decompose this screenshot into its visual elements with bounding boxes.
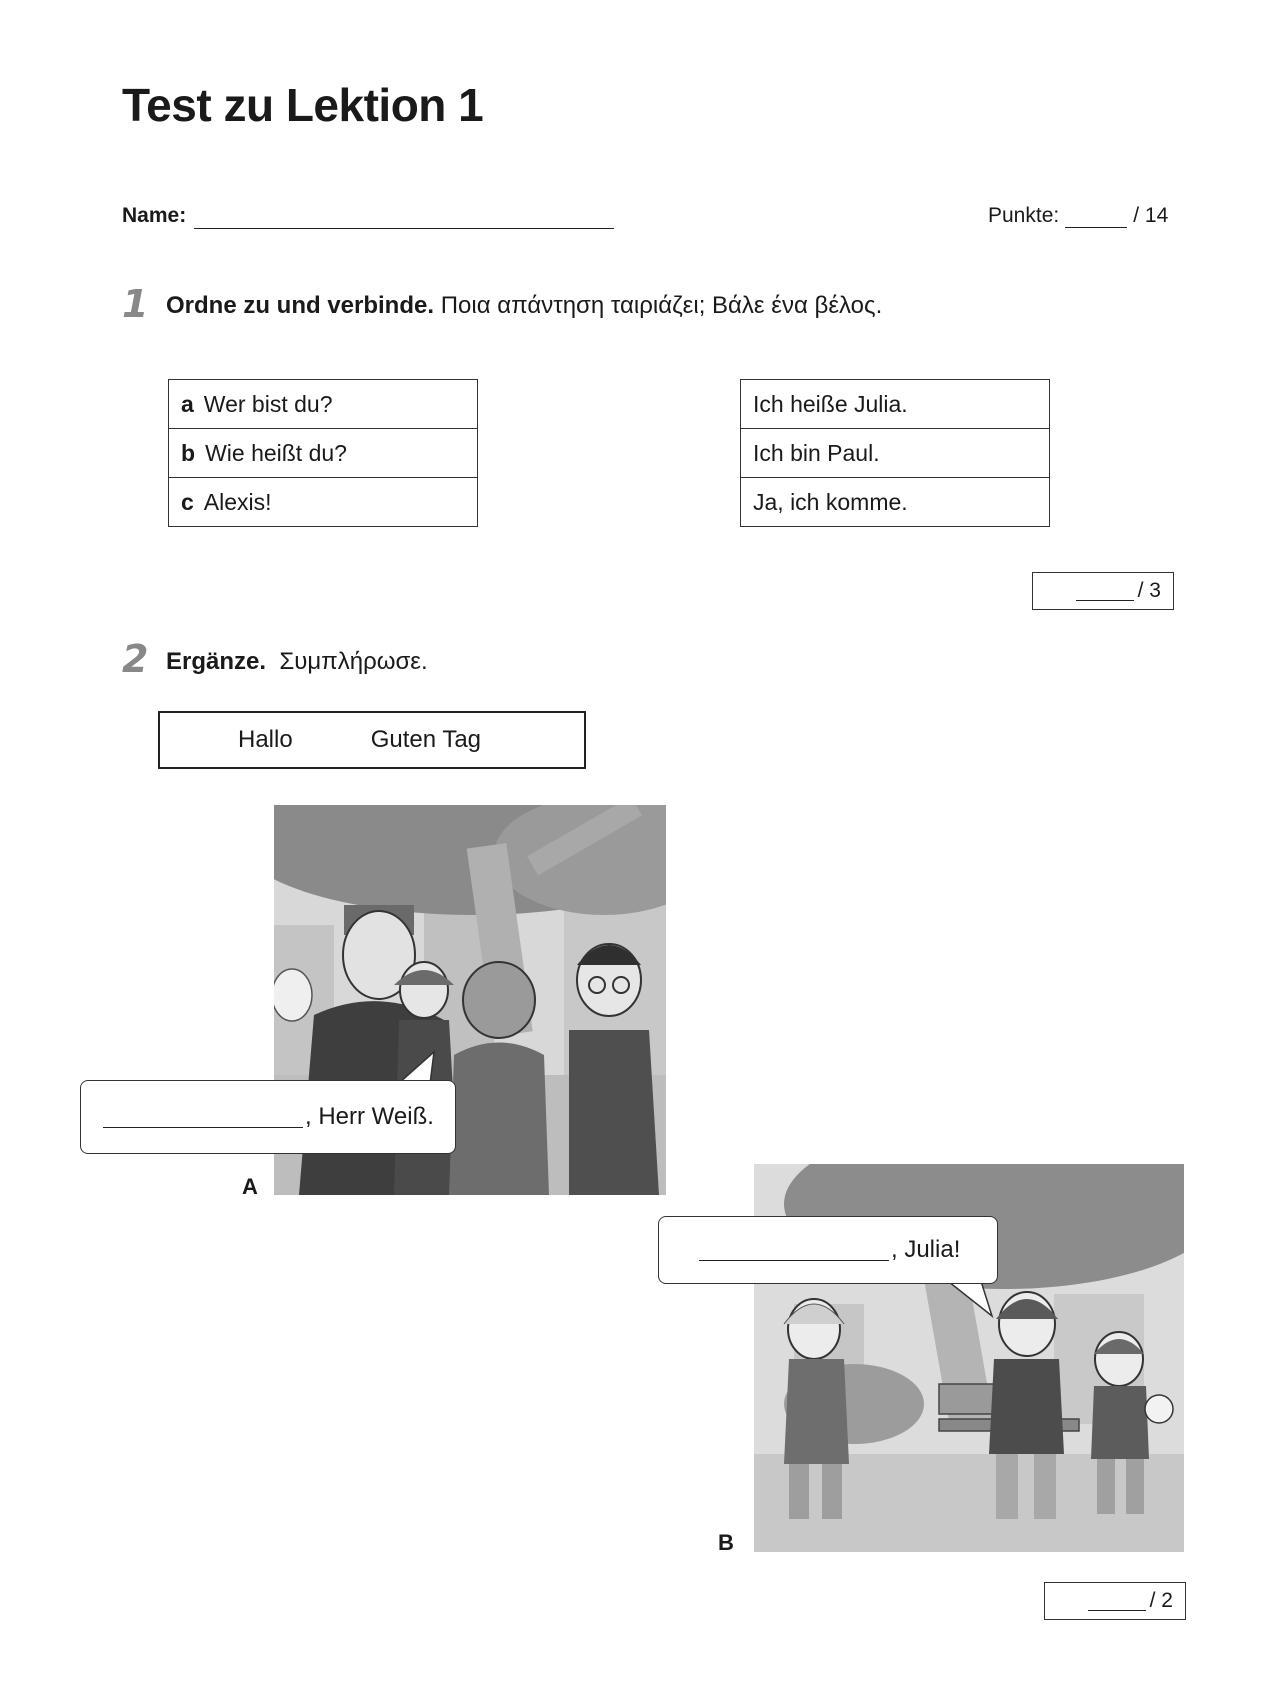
question-row[interactable] bbox=[169, 478, 478, 527]
bubble-a-text: , Herr Weiß. bbox=[305, 1103, 434, 1130]
points-blank[interactable] bbox=[1065, 209, 1127, 228]
answer-text: Ja, ich komme. bbox=[741, 478, 1050, 527]
exercise-1-score-blank[interactable] bbox=[1076, 582, 1134, 601]
illustration-a-label: A bbox=[242, 1174, 258, 1199]
question-letter: b bbox=[181, 439, 196, 466]
exercise-2-number: 2 bbox=[122, 637, 149, 681]
bubble-b-blank[interactable] bbox=[699, 1240, 889, 1261]
exercise-2-instruction bbox=[166, 648, 428, 676]
name-field[interactable] bbox=[194, 226, 614, 229]
points-total: / 14 bbox=[1133, 204, 1169, 227]
exercise-1-score-total: / 3 bbox=[1137, 579, 1161, 602]
speech-bubble-a bbox=[80, 1080, 456, 1154]
question-text: Wer bist du? bbox=[203, 390, 333, 417]
bubble-b-text: , Julia! bbox=[891, 1236, 961, 1263]
speech-bubble-b bbox=[658, 1216, 998, 1284]
exercise-1-instruction bbox=[166, 292, 882, 320]
question-row[interactable] bbox=[169, 429, 478, 478]
question-text: Alexis! bbox=[203, 488, 272, 515]
exercise-2-score-blank[interactable] bbox=[1088, 1592, 1146, 1611]
word-bank-item: Hallo bbox=[238, 726, 293, 753]
name-label: Name: bbox=[122, 204, 187, 227]
points-field bbox=[988, 204, 1168, 228]
questions-table bbox=[168, 379, 478, 527]
answer-row[interactable] bbox=[741, 380, 1050, 429]
question-letter: c bbox=[181, 488, 194, 515]
word-bank-item: Guten Tag bbox=[370, 726, 482, 753]
answer-text: Ich heiße Julia. bbox=[741, 380, 1050, 429]
question-row[interactable] bbox=[169, 380, 478, 429]
illustration-b-label: B bbox=[718, 1530, 734, 1555]
question-letter: a bbox=[181, 390, 194, 417]
exercise-2-instruction-greek: Συμπλήρωσε. bbox=[279, 648, 428, 675]
exercise-1-instruction-bold: Ordne zu und verbinde. bbox=[166, 292, 435, 319]
question-text: Wie heißt du? bbox=[205, 439, 347, 466]
exercise-2-score-box bbox=[1044, 1582, 1186, 1620]
exercise-1-score-box bbox=[1032, 572, 1174, 610]
answer-row[interactable] bbox=[741, 478, 1050, 527]
answers-table bbox=[740, 379, 1050, 527]
page-title: Test zu Lektion 1 bbox=[122, 79, 484, 131]
answer-text: Ich bin Paul. bbox=[741, 429, 1050, 478]
exercise-2-score-total: / 2 bbox=[1149, 1589, 1173, 1612]
exercise-1-number: 1 bbox=[122, 282, 149, 326]
word-bank bbox=[158, 711, 586, 769]
bubble-a-blank[interactable] bbox=[103, 1107, 303, 1128]
answer-row[interactable] bbox=[741, 429, 1050, 478]
points-label: Punkte: bbox=[988, 204, 1060, 227]
exercise-1-instruction-greek: Ποια απάντηση ταιριάζει; Βάλε ένα βέλος. bbox=[440, 292, 883, 319]
exercise-2-instruction-bold: Ergänze. bbox=[166, 648, 267, 675]
